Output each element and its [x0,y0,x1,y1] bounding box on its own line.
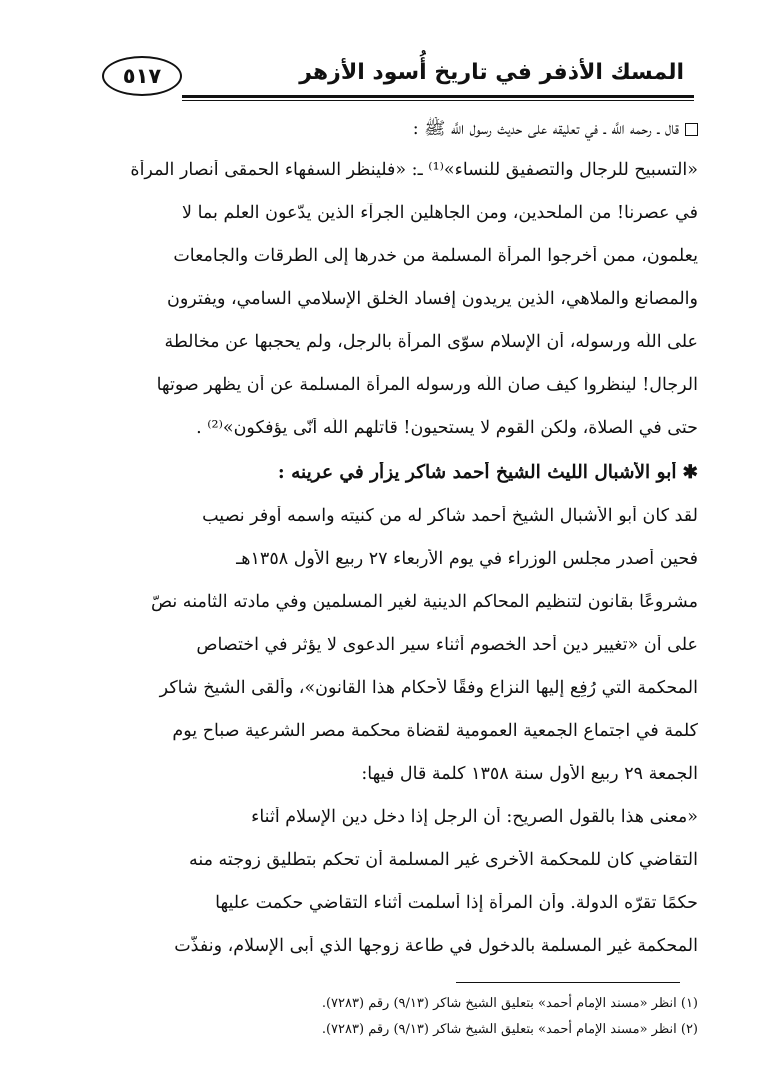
paragraph-line: الجمعة ٢٩ ربيع الأول سنة ١٣٥٨ كلمة قال فيها: [361,764,698,784]
paragraph-line: فحين أصدر مجلس الوزراء في يوم الأربعاء ٢٧ ربيع الأول ١٣٥٨هـ [236,549,698,569]
paragraph-line: في عصرنا! من الملحدين، ومن الجاهلين الجرآء الذين يدّعون العلم بما لا [182,203,698,223]
asterisk-icon: ✱ [682,462,698,483]
paragraph-line: مشروعًا بقانون لتنظيم المحاكم الدينية لغير المسلمين وفي مادته الثامنه نصّ [150,592,698,612]
paragraph-line: المحكمة التي رُفِع إليها النزاع وفقًا لأحكام هذا القانون»، وألقى الشيخ شاكر [159,678,698,698]
footnote-separator [456,982,680,983]
paragraph-line: التقاضي كان للمحكمة الأخرى غير المسلمة أن تحكم بتطليق زوجته منه [188,850,698,870]
header-rule [182,95,694,98]
square-bullet-icon [685,123,698,136]
paragraph-line: على اللَّه ورسوله، أن الإسلام سوّى المرأة بالرجل، ولم يحجبها عن مخالطة [164,332,698,352]
footnote: (١) انظر «مسند الإمام أحمد» بتعليق الشيخ شاكر (٩/١٣) رقم (٧٢٨٣). [321,996,698,1011]
header-rule-thin [182,100,694,101]
running-title: المسك الأذفر في تاريخ أُسود الأزهر [299,60,684,85]
paragraph-line: حكمًا تقرّه الدولة. وأن المرأة إذا أسلمت أثناء التقاضي حكمت عليها [215,893,698,913]
paragraph-line: لقد كان أبو الأشبال الشيخ أحمد شاكر له من كنيته واسمه أوفر نصيب [202,506,698,526]
paragraph-line: «التسبيح للرجال والتصفيق للنساء»⁽¹⁾ ـ: «فلينظر السفهاء الحمقى أنصار المرأة [130,160,698,180]
paragraph-line: قال ـ رحمه اللَّه ـ في تعليقه على حديث رسول اللَّه ﷺ : [92,117,698,143]
paragraph-line: كلمة في اجتماع الجمعية العمومية لقضاة محكمة مصر الشرعية صباح يوم [172,721,698,741]
paragraph-line: الرجال! لينظروا كيف صان اللَّه ورسوله المرأة المسلمة عن أن يظهر صوتها [156,375,698,395]
paragraph-line: «معنى هذا بالقول الصريح: أن الرجل إذا دخل دين الإسلام أثناء [251,807,698,827]
paragraph-line: المحكمة غير المسلمة بالدخول في طاعة زوجها الذي أبى الإسلام، ونفذّت [174,936,698,956]
page-number: ٥١٧ [122,64,162,88]
paragraph-line: على أن «تغيير دين أحد الخصوم أثناء سير الدعوى لا يؤثر في اختصاص [196,635,698,655]
page-header [94,52,694,102]
paragraph-line: يعلمون، ممن أخرجوا المرأة المسلمة من خدرها إلى الطرقات والجامعات [173,246,698,266]
footnote: (٢) انظر «مسند الإمام أحمد» بتعليق الشيخ شاكر (٩/١٣) رقم (٧٢٨٣). [321,1022,698,1037]
section-heading: ✱أبو الأشبال الليث الشيخ أحمد شاكر يزأر في عرينه : [277,462,698,483]
paragraph-line: والمصانع والملاهي، الذين يريدون إفساد الخلق الإسلامي السامي، ويفترون [167,289,698,309]
page-number-badge [102,56,182,96]
paragraph-line: حتى في الصلاة، ولكن القوم لا يستحيون! قاتلهم اللَّه أنّى يؤفكون»⁽²⁾ . [196,418,698,438]
